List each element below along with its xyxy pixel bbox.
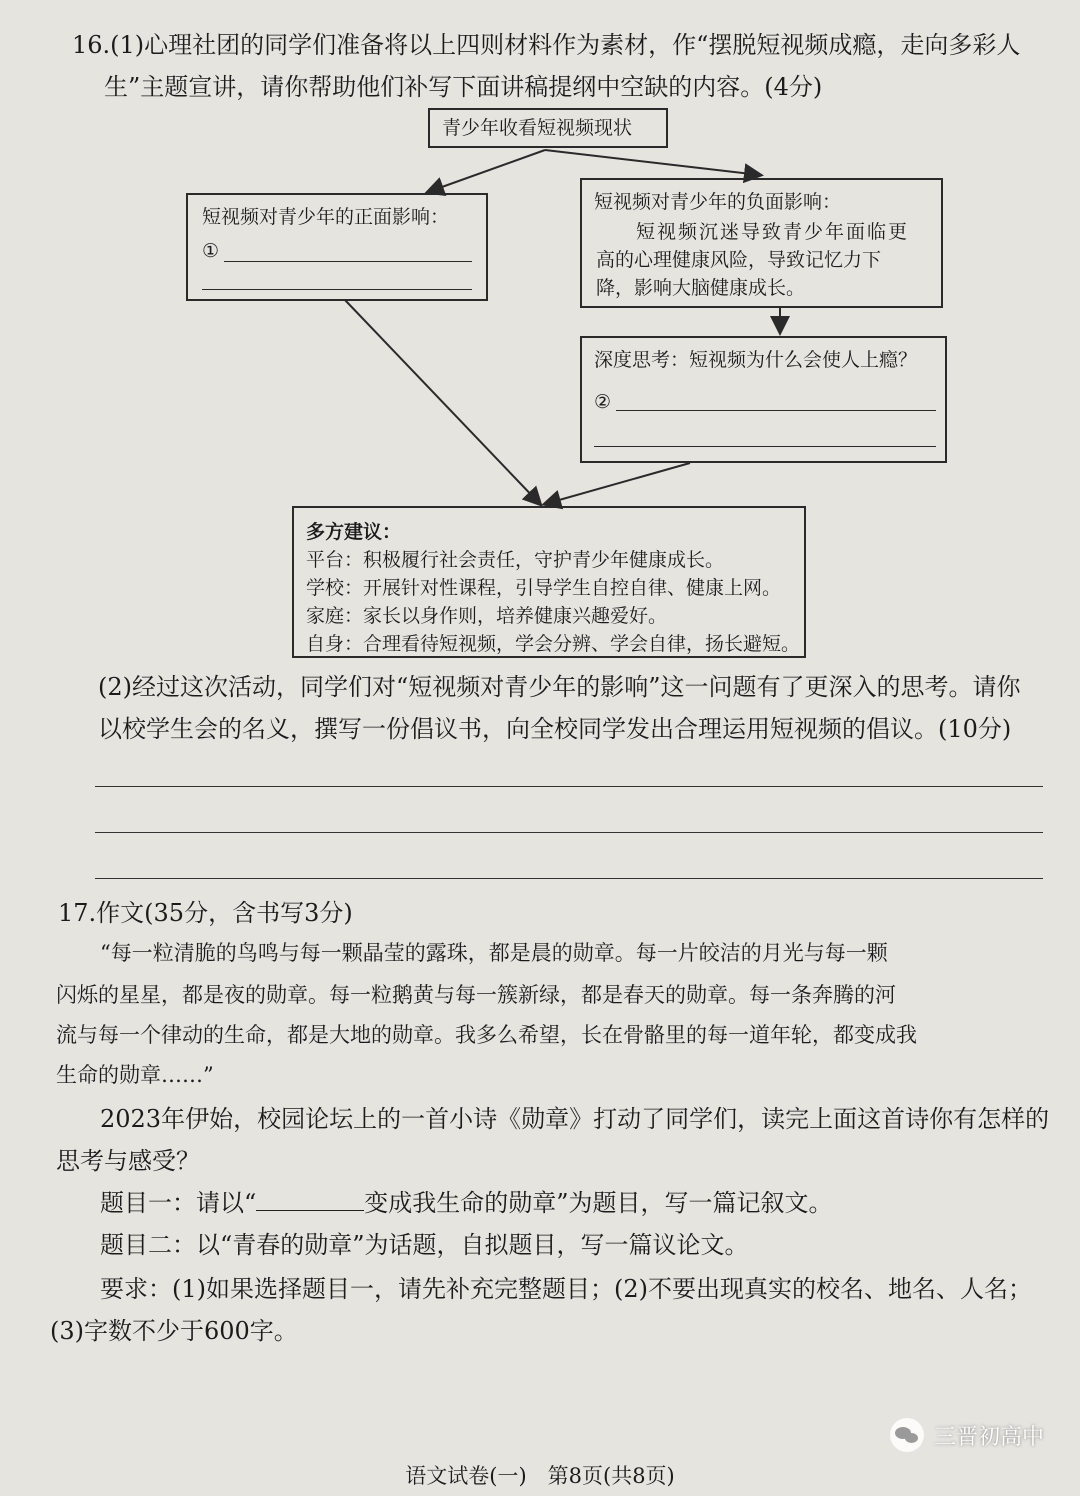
q17-intro-line1: 2023年伊始，校园论坛上的一首小诗《勋章》打动了同学们，读完上面这首诗你有怎样的 (100, 1105, 1050, 1133)
advice-school: 学校：开展针对性课程，引导学生自控自律、健康上网。 (306, 577, 782, 599)
advice-family: 家庭：家长以身作则，培养健康兴趣爱好。 (306, 605, 668, 627)
q17-poem-line2: 闪烁的星星，都是夜的勋章。每一粒鹅黄与每一簇新绿，都是春天的勋章。每一条奔腾的河 (56, 983, 896, 1007)
q17-poem-line1: “每一粒清脆的鸟鸣与每一颗晶莹的露珠，都是晨的勋章。每一片皎洁的月光与每一颗 (100, 941, 888, 965)
q17-requirements-line2: (3)字数不少于600字。 (50, 1317, 298, 1345)
positive-answer-blank-2[interactable] (202, 289, 472, 290)
watermark-text: 三晋初高中 (933, 1424, 1044, 1450)
q16-line2: 生”主题宣讲，请你帮助他们补写下面讲稿提纲中空缺的内容。(4分) (104, 73, 823, 101)
positive-impact-box (186, 193, 488, 301)
arrow-to-negative (545, 150, 760, 175)
q17-poem-line4: 生命的勋章……” (56, 1063, 214, 1087)
arrow-to-positive (428, 150, 545, 192)
negative-impact-text-2: 高的心理健康风险，导致记忆力下 (596, 249, 882, 271)
deep-answer-blank-1[interactable] (616, 410, 936, 411)
q16-part2-line1: (2)经过这次活动，同学们对“短视频对青少年的影响”这一问题有了更深入的思考。请你 (98, 673, 1021, 701)
negative-impact-box (580, 178, 943, 308)
q17-topic1 (100, 1188, 833, 1218)
q16-part2-line2: 以校学生会的名义，撰写一份倡议书，向全校同学发出合理运用短视频的倡议。(10分) (98, 715, 1012, 743)
topic1-prefix: 题目一：请以“ (100, 1189, 257, 1217)
deep-thinking-title: 深度思考：短视频为什么会使人上瘾？ (594, 349, 918, 371)
wechat-icon (890, 1418, 924, 1452)
positive-blank-number: ① (202, 240, 220, 262)
deep-blank-number: ② (594, 391, 612, 413)
topic1-title-blank[interactable] (256, 1188, 364, 1211)
advice-self: 自身：合理看待短视频，学会分辨、学会自律，扬长避短。 (306, 633, 801, 655)
negative-impact-title: 短视频对青少年的负面影响： (594, 191, 842, 213)
topic1-suffix: 变成我生命的勋章”为题目，写一篇记叙文。 (364, 1189, 833, 1217)
negative-impact-text-3: 降，影响大脑健康成长。 (596, 277, 806, 299)
answer-line-2[interactable] (95, 832, 1043, 833)
answer-line-1[interactable] (95, 786, 1043, 787)
page-footer: 语文试卷(一) 第8页(共8页) (405, 1464, 675, 1488)
positive-impact-title: 短视频对青少年的正面影响： (202, 206, 450, 228)
q17-topic2: 题目二：以“青春的勋章”为话题，自拟题目，写一篇议论文。 (100, 1231, 749, 1259)
q17-requirements-line1: 要求：(1)如果选择题目一，请先补充完整题目；(2)不要出现真实的校名、地名、人名； (100, 1275, 1032, 1303)
arrow-positive-to-advice (345, 300, 540, 504)
deep-thinking-box (580, 336, 947, 463)
q17-poem-line3: 流与每一个律动的生命，都是大地的勋章。我多么希望，长在骨骼里的每一道年轮，都变成我 (56, 1023, 917, 1047)
deep-answer-blank-2[interactable] (594, 446, 936, 447)
q17-heading: 17.作文(35分，含书写3分) (58, 899, 353, 927)
advice-title: 多方建议： (306, 521, 402, 543)
diagram-top-label: 青少年收看短视频现状 (442, 117, 633, 139)
answer-line-3[interactable] (95, 878, 1043, 879)
arrow-deep-to-advice (545, 463, 690, 504)
watermark (890, 1418, 1044, 1452)
advice-platform: 平台：积极履行社会责任，守护青少年健康成长。 (306, 549, 725, 571)
q17-intro-line2: 思考与感受？ (56, 1147, 200, 1175)
positive-answer-blank-1[interactable] (224, 261, 472, 262)
diagram-top-box (428, 108, 668, 148)
advice-box (292, 506, 806, 658)
q16-line1: 16.(1)心理社团的同学们准备将以上四则材料作为素材，作“摆脱短视频成瘾，走向多彩人 (72, 31, 1021, 59)
negative-impact-text-1: 短视频沉迷导致青少年面临更 (636, 221, 910, 243)
